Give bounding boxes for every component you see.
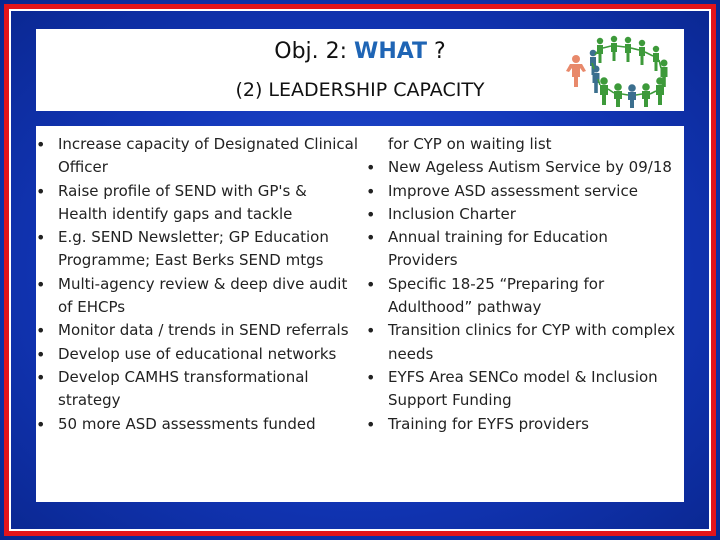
list-item: • New Ageless Autism Service by 09/18 [364, 156, 682, 179]
list-item: • Improve ASD assessment service [364, 180, 682, 203]
list-item: • 50 more ASD assessments funded [34, 413, 359, 436]
list-item: • Increase capacity of Designated Clinical Officer [34, 133, 359, 180]
title-highlight: WHAT [354, 39, 428, 64]
people-circle-icon [560, 31, 680, 109]
page-subtitle: (2) LEADERSHIP CAPACITY [235, 79, 485, 101]
list-item: • Training for EYFS providers [364, 413, 682, 436]
list-item: • Raise profile of SEND with GP's & Health identify gaps and tackle [34, 180, 359, 227]
list-item: • Transition clinics for CYP with complex needs [364, 319, 682, 366]
list-item: • Inclusion Charter [364, 203, 682, 226]
list-item: • Develop use of educational networks [34, 343, 359, 366]
page-title: Obj. 2: WHAT ? [274, 39, 446, 64]
list-item: • Develop CAMHS transformational strategy [34, 366, 359, 413]
list-item: • E.g. SEND Newsletter; GP Education Programme; East Berks SEND mtgs [34, 226, 359, 273]
list-item: • Monitor data / trends in SEND referrals [34, 319, 359, 342]
left-bullet-list [34, 133, 359, 436]
list-item: • Specific 18-25 “Preparing for Adulthood” pathway [364, 273, 682, 320]
right-bullet-list [364, 133, 682, 436]
list-item: • Multi-agency review & deep dive audit of EHCPs [34, 273, 359, 320]
list-item-continuation: for CYP on waiting list [388, 135, 552, 153]
list-item: • Annual training for Education Providers [364, 226, 682, 273]
list-item: • EYFS Area SENCo model & Inclusion Support Funding [364, 366, 682, 413]
